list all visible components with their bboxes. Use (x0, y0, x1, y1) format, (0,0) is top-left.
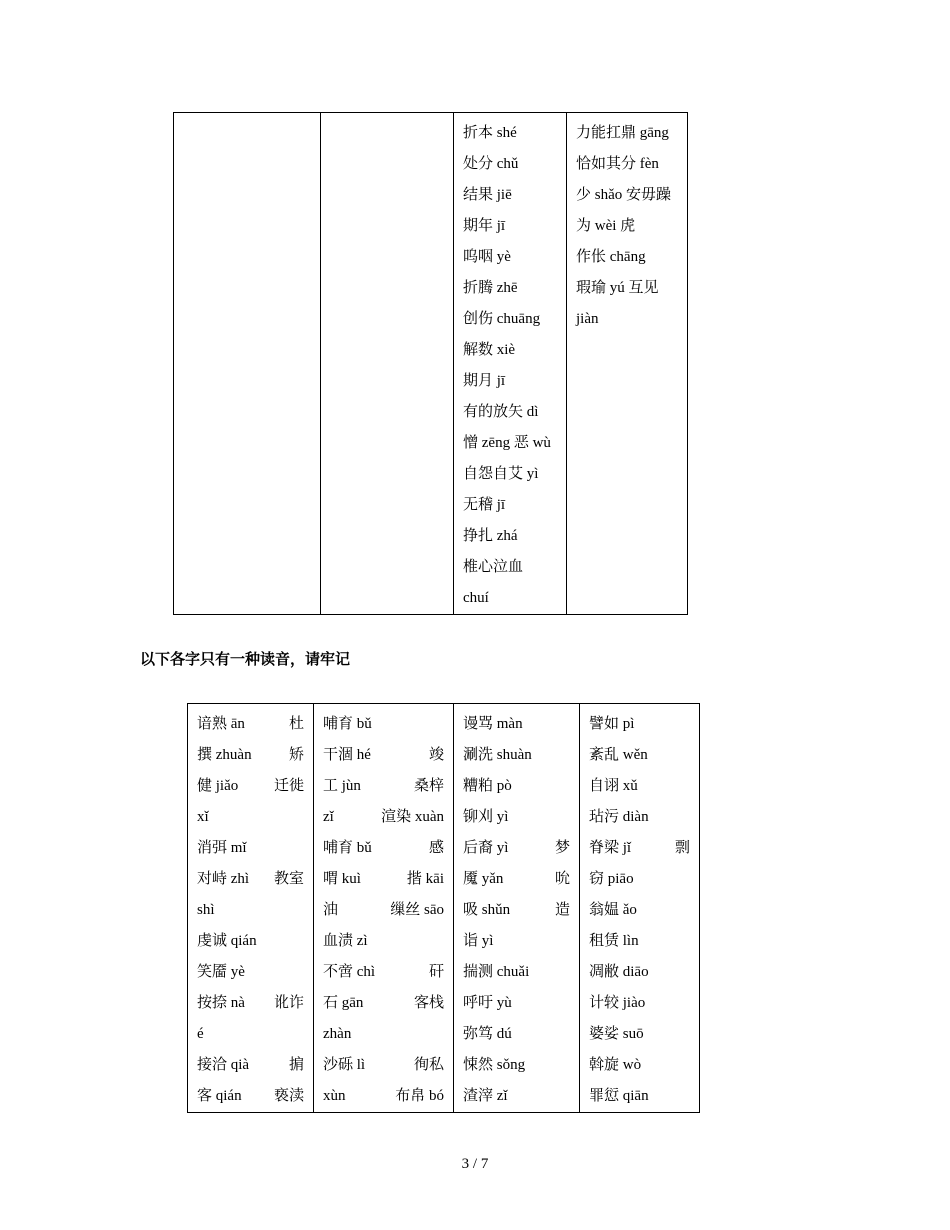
word-segment: 魇 yǎn (463, 871, 504, 887)
word-segment: 悚然 sǒng (463, 1057, 526, 1073)
word-line (589, 1019, 690, 1050)
word-segment: xǐ (197, 809, 209, 825)
word-line (197, 926, 304, 957)
word-entry: 期年 jī (463, 218, 506, 234)
word-entry: 解数 xiè (463, 342, 516, 358)
word-segment: 健 jiǎo (197, 778, 239, 794)
word-segment: 哺育 bǔ (323, 840, 372, 856)
word-segment: 渲染 xuàn (381, 809, 444, 825)
word-line (463, 988, 570, 1019)
word-line (323, 957, 444, 988)
word-line (589, 926, 690, 957)
word-segment: 干涸 hé (323, 747, 371, 763)
word-segment: xùn (323, 1088, 346, 1104)
word-line (323, 833, 444, 864)
word-line (197, 988, 304, 1019)
word-segment: 紊乱 wěn (589, 747, 648, 763)
word-segment: 桑梓 (413, 778, 444, 794)
word-segment: 虔诚 qián (197, 933, 257, 949)
word-segment: 工 jùn (323, 778, 361, 794)
word-entry: chuí (463, 590, 489, 606)
word-line (197, 740, 304, 771)
table2-col3 (454, 704, 580, 1113)
word-entry: 力能扛鼎 gāng (576, 125, 669, 141)
word-segment: 油 (323, 902, 339, 918)
word-segment: 诣 yì (463, 933, 494, 949)
word-segment: 布帛 bó (395, 1088, 444, 1104)
word-entry: 恰如其分 fèn (576, 156, 659, 172)
word-entry: jiàn (576, 311, 599, 327)
word-line (323, 740, 444, 771)
word-line (197, 802, 304, 833)
word-entry: 期月 jī (463, 373, 506, 389)
word-segment: 哺育 bǔ (323, 716, 372, 732)
word-segment: 呼吁 yù (463, 995, 512, 1011)
word-segment: 按捺 nà (197, 995, 245, 1011)
word-line (463, 709, 570, 740)
word-entry: 处分 chǔ (463, 156, 519, 172)
word-line (589, 833, 690, 864)
word-line (323, 1050, 444, 1081)
section-heading: 以下各字只有一种读音，请牢记 (140, 652, 351, 668)
word-entry: 创伤 chuāng (463, 311, 541, 327)
word-segment: 婆娑 suō (589, 1026, 644, 1042)
word-line (323, 802, 444, 833)
word-line (463, 895, 570, 926)
word-segment: 谩骂 màn (463, 716, 523, 732)
word-line (589, 771, 690, 802)
word-line (463, 802, 570, 833)
word-segment: 斡旋 wò (589, 1057, 642, 1073)
word-line (323, 895, 444, 926)
word-line (197, 1081, 304, 1112)
word-line (463, 1019, 570, 1050)
word-segment: 梦 (554, 840, 570, 856)
word-segment: 剽 (674, 840, 690, 856)
word-line (463, 771, 570, 802)
word-line (589, 1081, 690, 1112)
word-entry: 有的放矢 dì (463, 404, 539, 420)
word-segment: 吸 shǔn (463, 902, 511, 918)
word-segment: 讹诈 (273, 995, 304, 1011)
word-segment: 不啻 chì (323, 964, 376, 980)
word-segment: 缫丝 sāo (390, 902, 444, 918)
word-segment: 脊梁 jǐ (589, 840, 632, 856)
word-entry: 憎 zēng 恶 wù (463, 435, 551, 451)
word-segment: 消弭 mǐ (197, 840, 247, 856)
word-segment: 租赁 lìn (589, 933, 639, 949)
word-line (197, 709, 304, 740)
word-segment: 涮洗 shuàn (463, 747, 532, 763)
word-segment: 玷污 diàn (589, 809, 649, 825)
word-entry: 呜咽 yè (463, 249, 511, 265)
word-segment: 自诩 xǔ (589, 778, 638, 794)
table2-col2 (314, 704, 454, 1113)
word-entry: 为 wèi 虎 (576, 218, 636, 234)
word-line (463, 1050, 570, 1081)
word-segment: 沙砾 lì (323, 1057, 366, 1073)
word-segment: 迁徙 (273, 778, 304, 794)
word-segment: zhàn (323, 1026, 352, 1042)
word-segment: 造 (554, 902, 570, 918)
word-line (197, 833, 304, 864)
word-segment: 铆刈 yì (463, 809, 509, 825)
word-segment: 石 gān (323, 995, 364, 1011)
word-entry: 瑕瑜 yú 互见 (576, 280, 659, 296)
word-line (463, 957, 570, 988)
word-segment: 教室 (273, 871, 304, 887)
word-segment: 计较 jiào (589, 995, 646, 1011)
word-segment: é (197, 1026, 204, 1042)
word-segment: zǐ (323, 809, 334, 825)
word-line (323, 709, 444, 740)
word-line (197, 957, 304, 988)
word-segment: 翁媪 ǎo (589, 902, 637, 918)
word-line (589, 802, 690, 833)
word-segment: 后裔 yì (463, 840, 509, 856)
word-segment: 接洽 qià (197, 1057, 250, 1073)
word-segment: shì (197, 902, 215, 918)
table-polyphonic-words (173, 112, 688, 615)
word-segment: 窃 piāo (589, 871, 634, 887)
word-segment: 谙熟 ān (197, 716, 245, 732)
word-line (323, 864, 444, 895)
table1-col4 (567, 113, 688, 615)
word-segment: 客栈 (413, 995, 444, 1011)
table1-col1 (174, 113, 321, 615)
word-line (197, 895, 304, 926)
word-entry: 折腾 zhē (463, 280, 518, 296)
word-segment: 矸 (428, 964, 444, 980)
word-segment: 血渍 zì (323, 933, 368, 949)
word-segment: 掮 (288, 1057, 304, 1073)
word-line (589, 895, 690, 926)
word-entry: 自怨自艾 yì (463, 466, 539, 482)
word-entry: 椎心泣血 (463, 559, 524, 575)
word-line (197, 1019, 304, 1050)
word-line (589, 988, 690, 1019)
word-line (197, 864, 304, 895)
word-segment: 揣测 chuǎi (463, 964, 530, 980)
word-entry: 结果 jiē (463, 187, 512, 203)
word-line (323, 988, 444, 1019)
word-segment: 矫 (288, 747, 304, 763)
table1-col2 (321, 113, 454, 615)
word-entry: 无稽 jī (463, 497, 506, 513)
word-line (463, 740, 570, 771)
word-segment: 罪愆 qiān (589, 1088, 649, 1104)
word-segment: 徇私 (413, 1057, 444, 1073)
word-line (197, 771, 304, 802)
word-line (589, 864, 690, 895)
word-line (589, 957, 690, 988)
table-single-reading-words (187, 703, 700, 1113)
word-entry: 挣扎 zhá (463, 528, 518, 544)
word-entry: 折本 shé (463, 125, 517, 141)
word-entry: 少 shǎo 安毋躁 (576, 187, 671, 203)
word-line (589, 709, 690, 740)
word-line (323, 1019, 444, 1050)
word-segment: 感 (428, 840, 444, 856)
word-segment: 吮 (554, 871, 570, 887)
word-segment: 喟 kuì (323, 871, 361, 887)
table1-col3 (454, 113, 567, 615)
word-segment: 凋敝 diāo (589, 964, 649, 980)
word-segment: 糟粕 pò (463, 778, 512, 794)
word-line (463, 1081, 570, 1112)
word-line (323, 771, 444, 802)
word-segment: 笑靥 yè (197, 964, 245, 980)
word-segment: 杜 (288, 716, 304, 732)
word-segment: 竣 (428, 747, 444, 763)
word-line (463, 833, 570, 864)
word-segment: 弥笃 dú (463, 1026, 512, 1042)
word-segment: 撰 zhuàn (197, 747, 252, 763)
table2-col1 (188, 704, 314, 1113)
word-line (589, 740, 690, 771)
word-entry: 作伥 chāng (576, 249, 646, 265)
word-segment: 譬如 pì (589, 716, 635, 732)
table2-col4 (580, 704, 700, 1113)
word-segment: 渣滓 zǐ (463, 1088, 508, 1104)
word-line (463, 864, 570, 895)
word-line (197, 1050, 304, 1081)
word-segment: 对峙 zhì (197, 871, 250, 887)
word-line (323, 926, 444, 957)
word-segment: 亵渎 (273, 1088, 304, 1104)
word-line (323, 1081, 444, 1112)
word-line (463, 926, 570, 957)
page-number: 3 / 7 (461, 1156, 489, 1172)
word-segment: 揩 kāi (406, 871, 444, 887)
word-segment: 客 qián (197, 1088, 242, 1104)
word-line (589, 1050, 690, 1081)
